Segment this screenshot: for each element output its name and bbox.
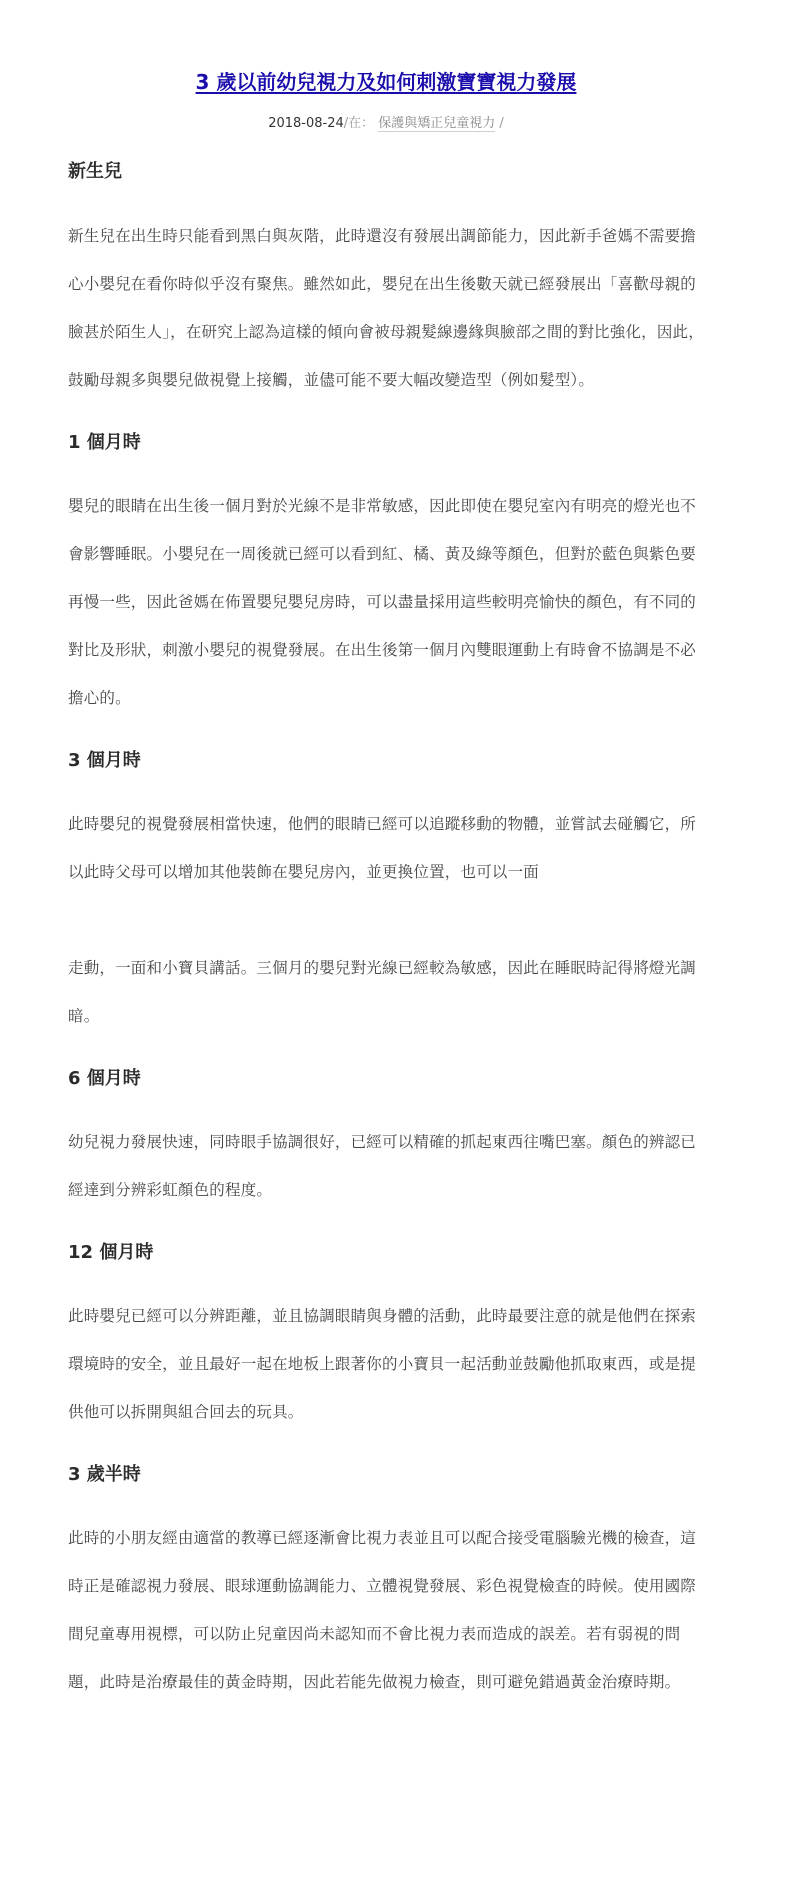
- post-date: 2018-08-24: [268, 116, 344, 131]
- article: [0, 68, 800, 1901]
- post-meta: [68, 114, 704, 134]
- category-link[interactable]: 保護與矯正兒童視力: [378, 116, 496, 131]
- section-heading: 新生兒: [68, 161, 122, 182]
- section-paragraph: 此時嬰兒已經可以分辨距離，並且協調眼睛與身體的活動，此時最要注意的就是他們在探索環境時的安全，並且最好一起在地板上跟著你的小寶貝一起活動並鼓勵他抓取東西，或是提供他可以拆開與組合回去的玩具。: [68, 1307, 697, 1421]
- section-paragraph: 此時的小朋友經由適當的教導已經逐漸會比視力表並且可以配合接受電腦驗光機的檢查，這時正是確認視力發展、眼球運動協調能力、立體視覺發展、彩色視覺檢查的時候。使用國際間兒童專用視標，可以防止兒童因尚未認知而不會比視力表而造成的誤差。若有弱視的問題，此時是治療最佳的黃金時期，因此若能先做視力檢查，則可避免錯過黃金治療時期。: [68, 1529, 697, 1691]
- section-paragraph: 幼兒視力發展快速，同時眼手協調很好，已經可以精確的抓起東西往嘴巴塞。顏色的辨認已經達到分辨彩虹顏色的程度。: [68, 1133, 697, 1199]
- category-prefix: /在：: [343, 116, 375, 131]
- section-12-months: [68, 1239, 704, 1436]
- section-1-month: [68, 429, 704, 722]
- section-6-months: [68, 1065, 704, 1214]
- page-title: [68, 68, 704, 96]
- section-heading: 1 個月時: [68, 432, 141, 453]
- title-link[interactable]: 3 歲以前幼兒視力及如何刺激寶寶視力發展: [195, 70, 577, 94]
- section-newborn: [68, 158, 704, 404]
- section-heading: 6 個月時: [68, 1068, 141, 1089]
- section-paragraph: 此時嬰兒的視覺發展相當快速，他們的眼睛已經可以追蹤移動的物體，並嘗試去碰觸它，所以此時父母可以增加其他裝飾在嬰兒房內，並更換位置，也可以一面: [68, 815, 697, 881]
- section-paragraph: 嬰兒的眼睛在出生後一個月對於光線不是非常敏感，因此即使在嬰兒室內有明亮的燈光也不會影響睡眠。小嬰兒在一周後就已經可以看到紅、橘、黃及綠等顏色，但對於藍色與紫色要再慢一些，因此爸媽在佈置嬰兒嬰兒房時，可以盡量採用這些較明亮愉快的顏色，有不同的對比及形狀，刺激小嬰兒的視覺發展。在出生後第一個月內雙眼運動上有時會不協調是不必擔心的。: [68, 497, 697, 707]
- section-3-months: [68, 747, 704, 1040]
- section-paragraph: 新生兒在出生時只能看到黑白與灰階，此時還沒有發展出調節能力，因此新手爸媽不需要擔心小嬰兒在看你時似乎沒有聚焦。雖然如此，嬰兒在出生後數天就已經發展出「喜歡母親的臉甚於陌生人」，在研究上認為這樣的傾向會被母親髮線邊緣與臉部之間的對比強化，因此，鼓勵母親多與嬰兒做視覺上接觸，並儘可能不要大幅改變造型（例如髮型）。: [68, 227, 704, 389]
- meta-trailing-slash: /: [495, 116, 504, 131]
- section-3-5-years: [68, 1461, 704, 1706]
- section-heading: 3 歲半時: [68, 1464, 141, 1485]
- section-heading: 3 個月時: [68, 750, 141, 771]
- section-paragraph: 走動，一面和小寶貝講話。三個月的嬰兒對光線已經較為敏感，因此在睡眠時記得將燈光調暗。: [68, 959, 697, 1025]
- section-heading: 12 個月時: [68, 1242, 154, 1263]
